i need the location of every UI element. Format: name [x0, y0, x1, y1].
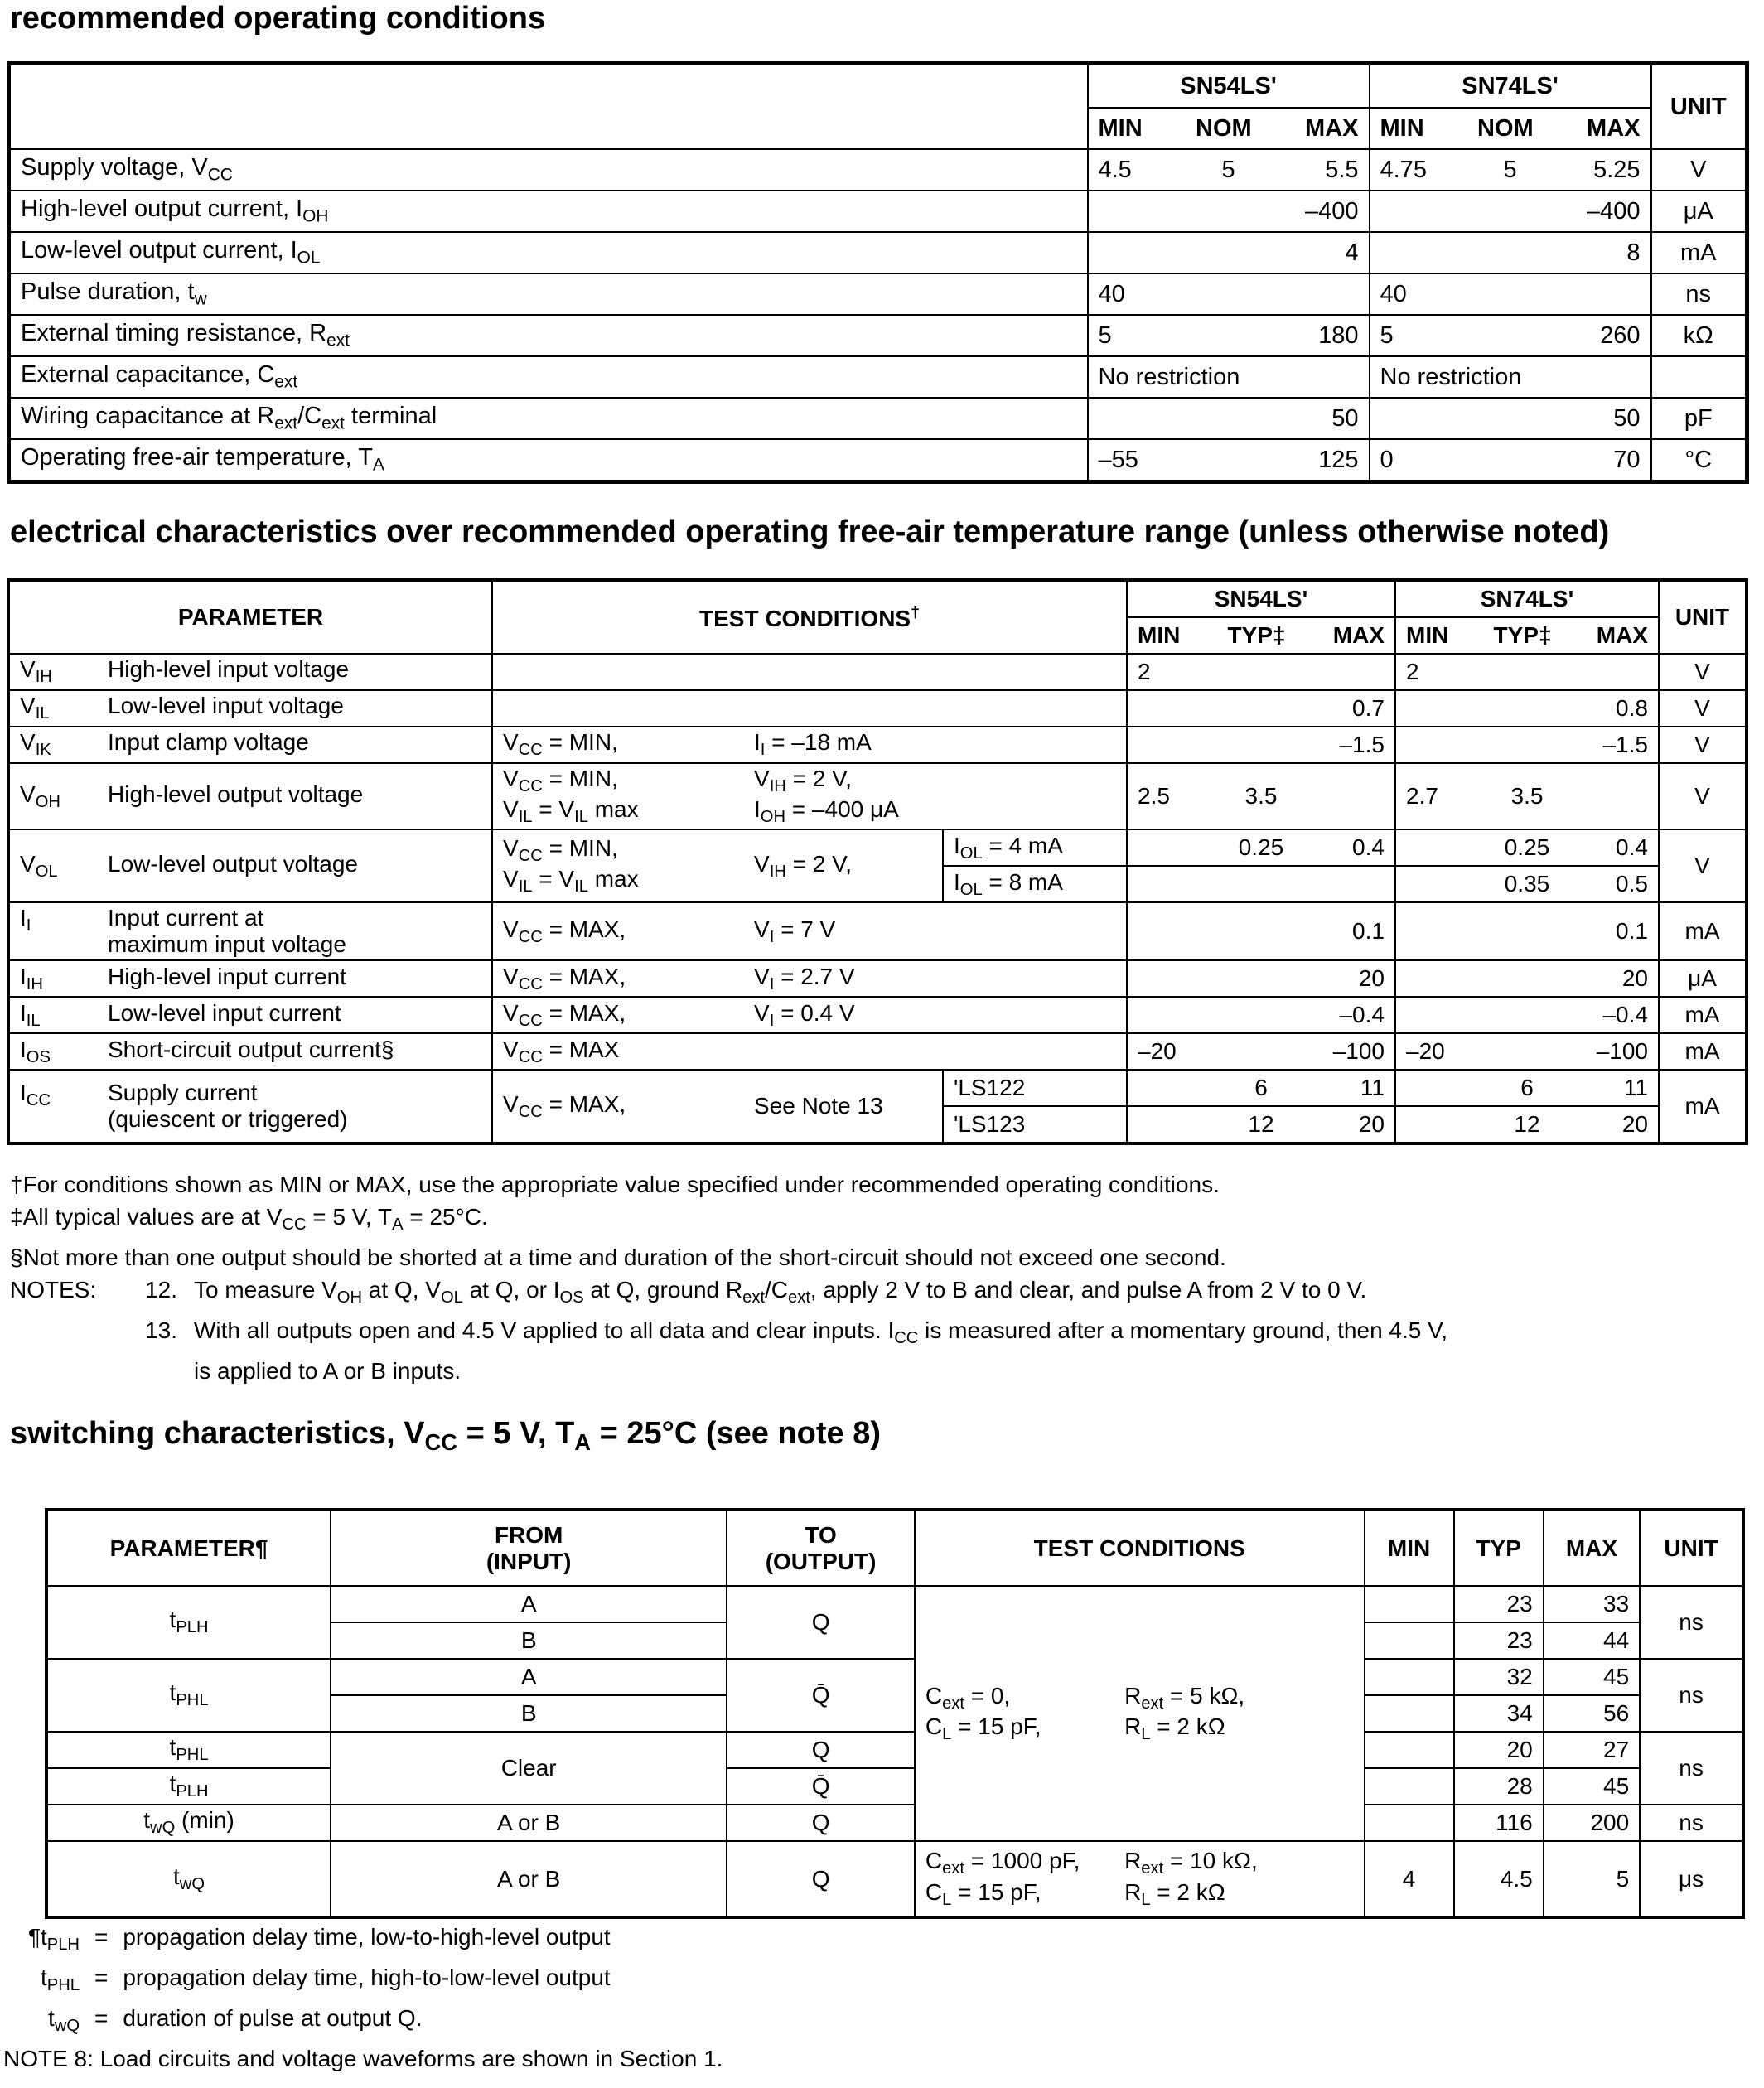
rec-param-label: Pulse duration, $t_w$ — [9, 273, 1088, 315]
elec-param: $V_{IH}$ High-level input voltage — [8, 654, 492, 690]
sw-min — [1365, 1659, 1454, 1695]
rec-row — [9, 191, 1747, 232]
sw-param: $t_{wQ}$ — [46, 1841, 331, 1917]
rec-unit: μA — [1651, 191, 1747, 232]
sw-header-unit: UNIT — [1640, 1510, 1743, 1586]
sw-row — [46, 1586, 1743, 1622]
elec-footnotes — [10, 1168, 1447, 1387]
rec-sn54-values: 4 — [1088, 232, 1370, 273]
footnote-section: §Not more than one output should be shorted at a time and duration of the short-circuit should not exceed one second. — [10, 1245, 1226, 1271]
sw-max: 27 — [1544, 1732, 1640, 1768]
elec-cond-2: $V_{IH} = 2$ V, $I_{OH} = -400$ μA — [744, 763, 1127, 829]
elec-param: $V_{OH}$ High-level output voltage — [8, 763, 492, 829]
rec-sn74-values: 50 — [1370, 398, 1651, 439]
sw-typ: 34 — [1454, 1695, 1544, 1732]
note-13-cont: is applied to A or B inputs. — [194, 1358, 462, 1385]
elec-unit: V — [1659, 829, 1747, 902]
elec-row — [8, 727, 1747, 763]
sw-min — [1365, 1586, 1454, 1622]
elec-cond-2: $V_I = 0.4$ V — [744, 997, 1127, 1033]
sw-max: 45 — [1544, 1659, 1640, 1695]
sw-param: $t_{PHL}$ — [46, 1659, 331, 1732]
sw-header-from: FROM (INPUT) — [331, 1510, 727, 1586]
section-title-switching: switching characteristics, $V_{CC} = 5$ V, $T_A = 25^\circ C$ (see note 8) — [10, 1416, 881, 1456]
rec-sn54-values: 5 180 — [1088, 315, 1370, 356]
elec-param: $I_I$ Input current at maximum input voltage — [8, 902, 492, 960]
rec-unit: °C — [1651, 439, 1747, 482]
elec-cond-1 — [492, 690, 744, 727]
elec-sn54-values: 12 20 — [1127, 1106, 1395, 1143]
sw-param: $t_{PLH}$ — [46, 1768, 331, 1805]
elec-row — [8, 902, 1747, 960]
sw-from: B — [331, 1695, 727, 1732]
elec-cond-2 — [744, 690, 1127, 727]
sw-body — [46, 1586, 1743, 1917]
footnote-dagger: †For conditions shown as MIN or MAX, use the appropriate value specified under recommended operating conditions. — [10, 1172, 1220, 1197]
elec-param: $I_{IL}$ Low-level input current — [8, 997, 492, 1033]
elec-header-test: TEST CONDITIONS† — [492, 580, 1127, 654]
electrical-characteristics-table — [7, 578, 1748, 1145]
sw-param: $t_{PLH}$ — [46, 1586, 331, 1659]
rec-sn74-values: No restriction — [1370, 356, 1651, 398]
elec-row — [8, 763, 1747, 829]
legend-row: $\P t_{PLH}$ = propagation delay time, low-to-high-level output — [27, 1924, 611, 1955]
elec-sub-sn54: MIN TYP‡ MAX — [1127, 617, 1395, 654]
rec-row — [9, 273, 1747, 315]
elec-cond-2: $V_I = 7$ V — [744, 902, 1127, 960]
note-8: NOTE 8: Load circuits and voltage waveforms are shown in Section 1. — [3, 2046, 723, 2072]
elec-unit: mA — [1659, 902, 1747, 960]
rec-param-label: Wiring capacitance at $R_{ext}/C_{ext}$ terminal — [9, 398, 1088, 439]
sw-header-max: MAX — [1544, 1510, 1640, 1586]
sw-typ: 23 — [1454, 1586, 1544, 1622]
rec-param-label: External capacitance, $C_{ext}$ — [9, 356, 1088, 398]
elec-cond-1 — [492, 654, 744, 690]
rec-unit: ns — [1651, 273, 1747, 315]
elec-sn74-values: 2 — [1395, 654, 1659, 690]
elec-sn74-values: 0.25 0.4 — [1395, 829, 1659, 866]
sw-cond-left: $C_{ext} = 0$, $C_L = 15$ pF, — [915, 1586, 1114, 1841]
sw-unit: ns — [1640, 1586, 1743, 1659]
rec-row — [9, 439, 1747, 482]
elec-cond-1: $V_{CC}$ = MAX, — [492, 1070, 744, 1143]
sw-from: A — [331, 1586, 727, 1622]
elec-param: $I_{OS}$ Short-circuit output current§ — [8, 1033, 492, 1070]
sw-unit: ns — [1640, 1732, 1743, 1805]
elec-cond-1: $V_{CC}$ = MIN, $V_{IL} = V_{IL}$ max — [492, 829, 744, 902]
sw-cond-left: $C_{ext} = 1000$ pF, $C_L = 15$ pF, — [915, 1841, 1114, 1917]
elec-sn74-values: 0.8 — [1395, 690, 1659, 727]
sw-row — [46, 1659, 1743, 1695]
rec-unit: V — [1651, 149, 1747, 191]
rec-sn54-values: No restriction — [1088, 356, 1370, 398]
rec-sn74-values: 0 70 — [1370, 439, 1651, 482]
elec-cond-a: $I_{OL} = 4$ mA — [943, 829, 1127, 866]
elec-unit: mA — [1659, 997, 1747, 1033]
elec-cond-2: See Note 13 — [744, 1070, 943, 1143]
sw-unit: μs — [1640, 1841, 1743, 1917]
sw-to: Q — [727, 1732, 915, 1768]
rec-header-unit: UNIT — [1651, 64, 1747, 150]
legend-row: $t_{wQ}$ = duration of pulse at output Q. — [47, 2005, 423, 2036]
sw-typ: 28 — [1454, 1768, 1544, 1805]
elec-param: $V_{IK}$ Input clamp voltage — [8, 727, 492, 763]
rec-param-label: External timing resistance, $R_{ext}$ — [9, 315, 1088, 356]
elec-param: $V_{IL}$ Low-level input voltage — [8, 690, 492, 727]
elec-header-row — [8, 580, 1747, 617]
rec-sn54-values: 50 — [1088, 398, 1370, 439]
sw-min — [1365, 1805, 1454, 1841]
rec-unit: kΩ — [1651, 315, 1747, 356]
rec-unit: mA — [1651, 232, 1747, 273]
section-title-recommended: recommended operating conditions — [10, 1, 546, 36]
sw-typ: 23 — [1454, 1622, 1544, 1659]
elec-sn54-values: –1.5 — [1127, 727, 1395, 763]
elec-cond-a: 'LS122 — [943, 1070, 1127, 1106]
sw-max: 45 — [1544, 1768, 1640, 1805]
note-13: 13. With all outputs open and 4.5 V applied to all data and clear inputs. $I_{CC}$ is measured after a momentary ground, then 4.5 V, — [145, 1317, 1448, 1348]
sw-max: 56 — [1544, 1695, 1640, 1732]
elec-cond-1: $V_{CC}$ = MAX, — [492, 997, 744, 1033]
elec-row — [8, 829, 1747, 866]
sw-from: B — [331, 1622, 727, 1659]
elec-body — [8, 654, 1747, 1143]
elec-unit: μA — [1659, 960, 1747, 997]
sw-cond-right: $R_{ext} = 5$ kΩ, $R_L = 2$ kΩ — [1114, 1586, 1364, 1841]
sw-from: A or B — [331, 1805, 727, 1841]
section-title-electrical: electrical characteristics over recommended operating free-air temperature range (unless otherwise noted) — [10, 515, 1610, 549]
elec-header-unit: UNIT — [1659, 580, 1747, 654]
rec-sn54-values: –400 — [1088, 191, 1370, 232]
rec-row — [9, 356, 1747, 398]
sw-min — [1365, 1695, 1454, 1732]
sw-header-param: PARAMETER¶ — [46, 1510, 331, 1586]
elec-cond-2: $V_I = 2.7$ V — [744, 960, 1127, 997]
sw-min: 4 — [1365, 1841, 1454, 1917]
sw-max: 44 — [1544, 1622, 1640, 1659]
elec-sn74-values: –20 –100 — [1395, 1033, 1659, 1070]
elec-sn54-values — [1127, 866, 1395, 902]
sw-from: Clear — [331, 1732, 727, 1805]
rec-row — [9, 315, 1747, 356]
sw-row — [46, 1805, 1743, 1841]
rec-header-blank — [9, 64, 1088, 150]
rec-param-label: Operating free-air temperature, $T_A$ — [9, 439, 1088, 482]
sw-row — [46, 1732, 1743, 1768]
elec-row — [8, 654, 1747, 690]
sw-to: Q — [727, 1841, 915, 1917]
sw-legend — [3, 1921, 723, 2075]
elec-unit: V — [1659, 727, 1747, 763]
sw-min — [1365, 1768, 1454, 1805]
elec-sn74-values: 0.1 — [1395, 902, 1659, 960]
sw-header-row — [46, 1510, 1743, 1586]
legend-row: $t_{PHL}$ = propagation delay time, high-to-low-level output — [41, 1965, 611, 1995]
rec-sn74-values: 40 — [1370, 273, 1651, 315]
elec-row — [8, 960, 1747, 997]
elec-sn74-values: 6 11 — [1395, 1070, 1659, 1106]
rec-param-label: Low-level output current, $I_{OL}$ — [9, 232, 1088, 273]
elec-header-sn54: SN54LS' — [1127, 580, 1395, 617]
sw-to: Q̄ — [727, 1768, 915, 1805]
sw-max: 5 — [1544, 1841, 1640, 1917]
elec-cond-1: $V_{CC}$ = MAX — [492, 1033, 744, 1070]
elec-sn54-values: –20 –100 — [1127, 1033, 1395, 1070]
sw-from: A or B — [331, 1841, 727, 1917]
sw-row — [46, 1768, 1743, 1805]
sw-cond-right: $R_{ext} = 10$ kΩ, $R_L = 2$ kΩ — [1114, 1841, 1364, 1917]
sw-max: 200 — [1544, 1805, 1640, 1841]
elec-cond-2 — [744, 654, 1127, 690]
sw-from: A — [331, 1659, 727, 1695]
note-12: NOTES: 12. To measure $V_{OH}$ at Q, $V_{OL}$ at Q, or $I_{OS}$ at Q, ground $R_{ext}/C_{ext}$, apply 2 V to B and clear, and pulse A from 2 V to 0 V. — [10, 1277, 1367, 1307]
rec-body — [9, 149, 1747, 482]
rec-param-label: High-level output current, $I_{OH}$ — [9, 191, 1088, 232]
sw-typ: 20 — [1454, 1732, 1544, 1768]
elec-cond-1: $V_{CC}$ = MIN, $V_{IL} = V_{IL}$ max — [492, 763, 744, 829]
elec-sn74-values: –1.5 — [1395, 727, 1659, 763]
elec-cond-1: $V_{CC}$ = MAX, — [492, 902, 744, 960]
elec-sn54-values: –0.4 — [1127, 997, 1395, 1033]
rec-sub-sn54: MIN NOM MAX — [1088, 108, 1370, 149]
sw-max: 33 — [1544, 1586, 1640, 1622]
elec-cond-2 — [744, 1033, 1127, 1070]
elec-cond-b: $I_{OL} = 8$ mA — [943, 866, 1127, 902]
sw-to: Q — [727, 1586, 915, 1659]
elec-row — [8, 997, 1747, 1033]
recommended-conditions-table — [7, 61, 1749, 484]
sw-header-to: TO (OUTPUT) — [727, 1510, 915, 1586]
sw-unit: ns — [1640, 1805, 1743, 1841]
elec-unit: mA — [1659, 1070, 1747, 1143]
elec-param: $V_{OL}$ Low-level output voltage — [8, 829, 492, 902]
sw-header-typ: TYP — [1454, 1510, 1544, 1586]
rec-unit: pF — [1651, 398, 1747, 439]
switching-characteristics-table — [45, 1508, 1745, 1919]
rec-sn74-values: 5 260 — [1370, 315, 1651, 356]
elec-sn74-values: –0.4 — [1395, 997, 1659, 1033]
rec-sn74-values: –400 — [1370, 191, 1651, 232]
rec-sn54-values: –55 125 — [1088, 439, 1370, 482]
elec-sn54-values: 2 — [1127, 654, 1395, 690]
elec-unit: V — [1659, 763, 1747, 829]
rec-row — [9, 398, 1747, 439]
sw-min — [1365, 1622, 1454, 1659]
elec-sn54-values: 6 11 — [1127, 1070, 1395, 1106]
rec-sn74-values: 4.75 5 5.25 — [1370, 149, 1651, 191]
elec-row — [8, 690, 1747, 727]
elec-row — [8, 1033, 1747, 1070]
elec-param: $I_{IH}$ High-level input current — [8, 960, 492, 997]
sw-typ: 32 — [1454, 1659, 1544, 1695]
elec-header-param: PARAMETER — [8, 580, 492, 654]
elec-cond-b: 'LS123 — [943, 1106, 1127, 1143]
sw-unit: ns — [1640, 1659, 1743, 1732]
elec-sub-sn74: MIN TYP‡ MAX — [1395, 617, 1659, 654]
rec-sn74-values: 8 — [1370, 232, 1651, 273]
sw-typ: 4.5 — [1454, 1841, 1544, 1917]
sw-min — [1365, 1732, 1454, 1768]
elec-sn54-values: 2.5 3.5 — [1127, 763, 1395, 829]
rec-header-sn74: SN74LS' — [1370, 64, 1651, 109]
footnote-ddagger: ‡All typical values are at $V_{CC} = 5$ V, $T_A = 25^\circ C$. — [10, 1204, 488, 1235]
rec-header-row — [9, 64, 1747, 109]
sw-to: Q — [727, 1805, 915, 1841]
rec-header-sn54: SN54LS' — [1088, 64, 1370, 109]
elec-header-sn74: SN74LS' — [1395, 580, 1659, 617]
elec-unit: V — [1659, 690, 1747, 727]
elec-row — [8, 1070, 1747, 1106]
elec-sn54-values: 0.7 — [1127, 690, 1395, 727]
elec-sn74-values: 12 20 — [1395, 1106, 1659, 1143]
elec-sn54-values: 0.25 0.4 — [1127, 829, 1395, 866]
rec-unit — [1651, 356, 1747, 398]
sw-to: Q̄ — [727, 1659, 915, 1732]
rec-sn54-values: 40 — [1088, 273, 1370, 315]
elec-sn74-values: 0.35 0.5 — [1395, 866, 1659, 902]
rec-sn54-values: 4.5 5 5.5 — [1088, 149, 1370, 191]
sw-param: $t_{PHL}$ — [46, 1732, 331, 1768]
elec-unit: V — [1659, 654, 1747, 690]
rec-row — [9, 232, 1747, 273]
sw-header-min: MIN — [1365, 1510, 1454, 1586]
sw-header-test: TEST CONDITIONS — [915, 1510, 1365, 1586]
rec-sub-sn74: MIN NOM MAX — [1370, 108, 1651, 149]
elec-sn54-values: 0.1 — [1127, 902, 1395, 960]
rec-row — [9, 149, 1747, 191]
sw-param: $t_{wQ}$ (min) — [46, 1805, 331, 1841]
elec-sn74-values: 2.7 3.5 — [1395, 763, 1659, 829]
elec-sn54-values: 20 — [1127, 960, 1395, 997]
sw-row — [46, 1841, 1743, 1917]
elec-cond-2: $V_{IH} = 2$ V, — [744, 829, 943, 902]
elec-unit: mA — [1659, 1033, 1747, 1070]
elec-sn74-values: 20 — [1395, 960, 1659, 997]
elec-cond-1: $V_{CC}$ = MAX, — [492, 960, 744, 997]
elec-param: $I_{CC}$ Supply current (quiescent or triggered) — [8, 1070, 492, 1143]
sw-typ: 116 — [1454, 1805, 1544, 1841]
elec-cond-2: $I_I = -18$ mA — [744, 727, 1127, 763]
elec-cond-1: $V_{CC}$ = MIN, — [492, 727, 744, 763]
rec-param-label: Supply voltage, $V_{CC}$ — [9, 149, 1088, 191]
